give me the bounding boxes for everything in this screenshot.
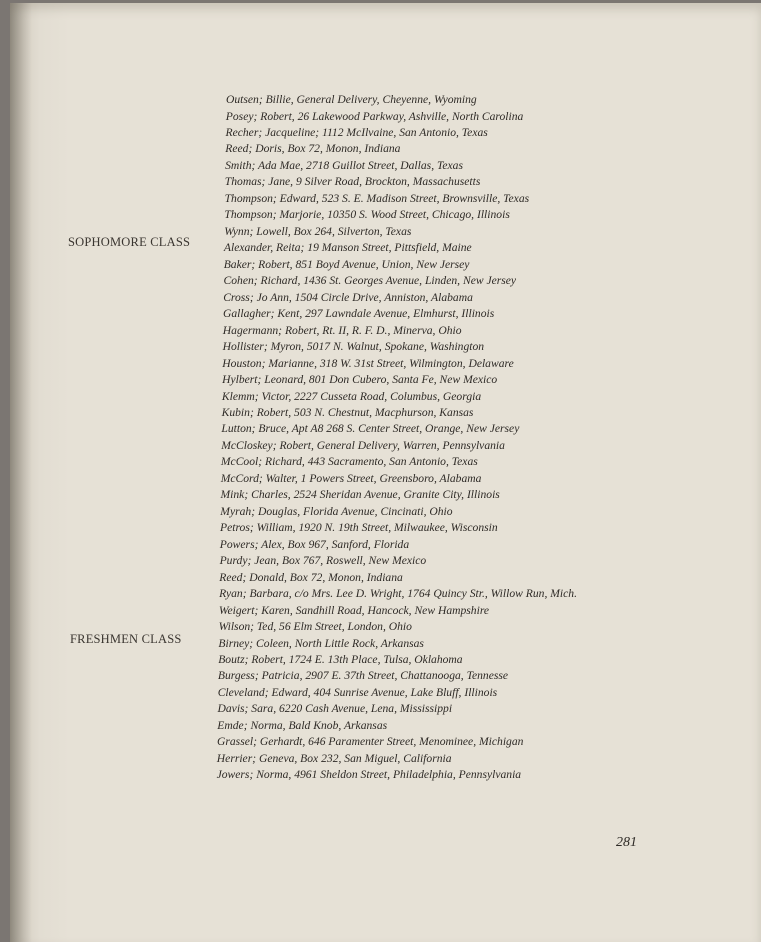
list-item: Wilson; Ted, 56 Elm Street, London, Ohio xyxy=(218,620,412,633)
list-item: Reed; Donald, Box 72, Monon, Indiana xyxy=(219,570,403,584)
list-item: McCloskey; Robert, General Delivery, Warren, Pennsylvania xyxy=(221,438,505,452)
list-item: Boutz; Robert, 1724 E. 13th Place, Tulsa, Oklahoma xyxy=(218,653,463,666)
list-item: Weigert; Karen, Sandhill Road, Hancock, New Hampshire xyxy=(218,603,490,617)
list-item: Myrah; Douglas, Florida Avenue, Cincinati, Ohio xyxy=(220,504,453,518)
list-item: Powers; Alex, Box 967, Sanford, Florida xyxy=(219,537,410,551)
list-item: Alexander, Reita; 19 Manson Street, Pittsfield, Maine xyxy=(223,241,472,255)
list-item: Ryan; Barbara, c/o Mrs. Lee D. Wright, 1764 Quincy Str., Willow Run, Mich. xyxy=(219,587,577,601)
list-item: Grassel; Gerhardt, 646 Paramenter Street, Menominee, Michigan xyxy=(217,735,524,749)
list-item: Recher; Jacqueline; 1112 McIlvaine, San Antonio, Texas xyxy=(225,125,488,139)
list-item: Cross; Jo Ann, 1504 Circle Drive, Anniston, Alabama xyxy=(223,290,473,304)
list-item: Reed; Doris, Box 72, Monon, Indiana xyxy=(225,142,401,156)
list-item: Cleveland; Edward, 404 Sunrise Avenue, Lake Bluff, Illinois xyxy=(217,685,498,699)
list-item: Hollister; Myron, 5017 N. Walnut, Spokane, Washington xyxy=(222,340,485,353)
list-item: Burgess; Patricia, 2907 E. 37th Street, Chattanooga, Tennesse xyxy=(217,669,509,683)
sophomore-class-heading: SOPHOMORE CLASS xyxy=(68,235,191,249)
list-item: Smith; Ada Mae, 2718 Guillot Street, Dallas, Texas xyxy=(225,158,463,172)
list-item: Outsen; Billie, General Delivery, Cheyenne, Wyoming xyxy=(226,93,477,106)
list-item: Posey; Robert, 26 Lakewood Parkway, Ashville, North Carolina xyxy=(225,109,524,123)
list-item: Hylbert; Leonard, 801 Don Cubero, Santa Fe, New Mexico xyxy=(222,373,498,386)
list-item: Emde; Norma, Bald Knob, Arkansas xyxy=(217,718,388,732)
list-item: Cohen; Richard, 1436 St. Georges Avenue, Linden, New Jersey xyxy=(223,274,517,288)
list-item: Purdy; Jean, Box 767, Roswell, New Mexico xyxy=(219,554,427,568)
list-item: Petros; William, 1920 N. 19th Street, Milwaukee, Wisconsin xyxy=(220,521,498,535)
list-item: McCool; Richard, 443 Sacramento, San Antonio, Texas xyxy=(220,455,478,469)
list-item: Gallagher; Kent, 297 Lawndale Avenue, Elmhurst, Illinois xyxy=(223,307,495,321)
list-item: Hagermann; Robert, Rt. II, R. F. D., Minerva, Ohio xyxy=(222,323,462,337)
list-item: Mink; Charles, 2524 Sheridan Avenue, Granite City, Illinois xyxy=(220,488,500,502)
spine-shadow xyxy=(10,3,32,942)
list-item: Klemm; Victor, 2227 Cusseta Road, Columbus, Georgia xyxy=(221,389,482,403)
list-item: Kubin; Robert, 503 N. Chestnut, Macphurson, Kansas xyxy=(221,405,474,419)
list-item: Wynn; Lowell, Box 264, Silverton, Texas xyxy=(224,224,412,238)
list-item: Houston; Marianne, 318 W. 31st Street, Wilmington, Delaware xyxy=(222,356,514,370)
list-item: Lutton; Bruce, Apt A8 268 S. Center Street, Orange, New Jersey xyxy=(221,422,520,436)
page-number: 281 xyxy=(616,835,637,850)
list-item: Birney; Coleen, North Little Rock, Arkansas xyxy=(218,636,424,650)
list-item: Thompson; Edward, 523 S. E. Madison Street, Brownsville, Texas xyxy=(224,191,530,205)
freshmen-class-heading: FRESHMEN CLASS xyxy=(70,632,182,646)
list-item: Davis; Sara, 6220 Cash Avenue, Lena, Mississippi xyxy=(217,702,453,716)
book-page xyxy=(10,3,761,942)
list-item: Jowers; Norma, 4961 Sheldon Street, Philadelphia, Pennsylvania xyxy=(216,768,522,782)
list-item: Herrier; Geneva, Box 232, San Miguel, California xyxy=(216,751,452,765)
list-item: McCord; Walter, 1 Powers Street, Greensboro, Alabama xyxy=(220,471,482,485)
list-item: Thomas; Jane, 9 Silver Road, Brockton, Massachusetts xyxy=(224,175,481,189)
list-item: Baker; Robert, 851 Boyd Avenue, Union, New Jersey xyxy=(223,257,470,271)
list-item: Thompson; Marjorie, 10350 S. Wood Street, Chicago, Illinois xyxy=(224,208,510,222)
